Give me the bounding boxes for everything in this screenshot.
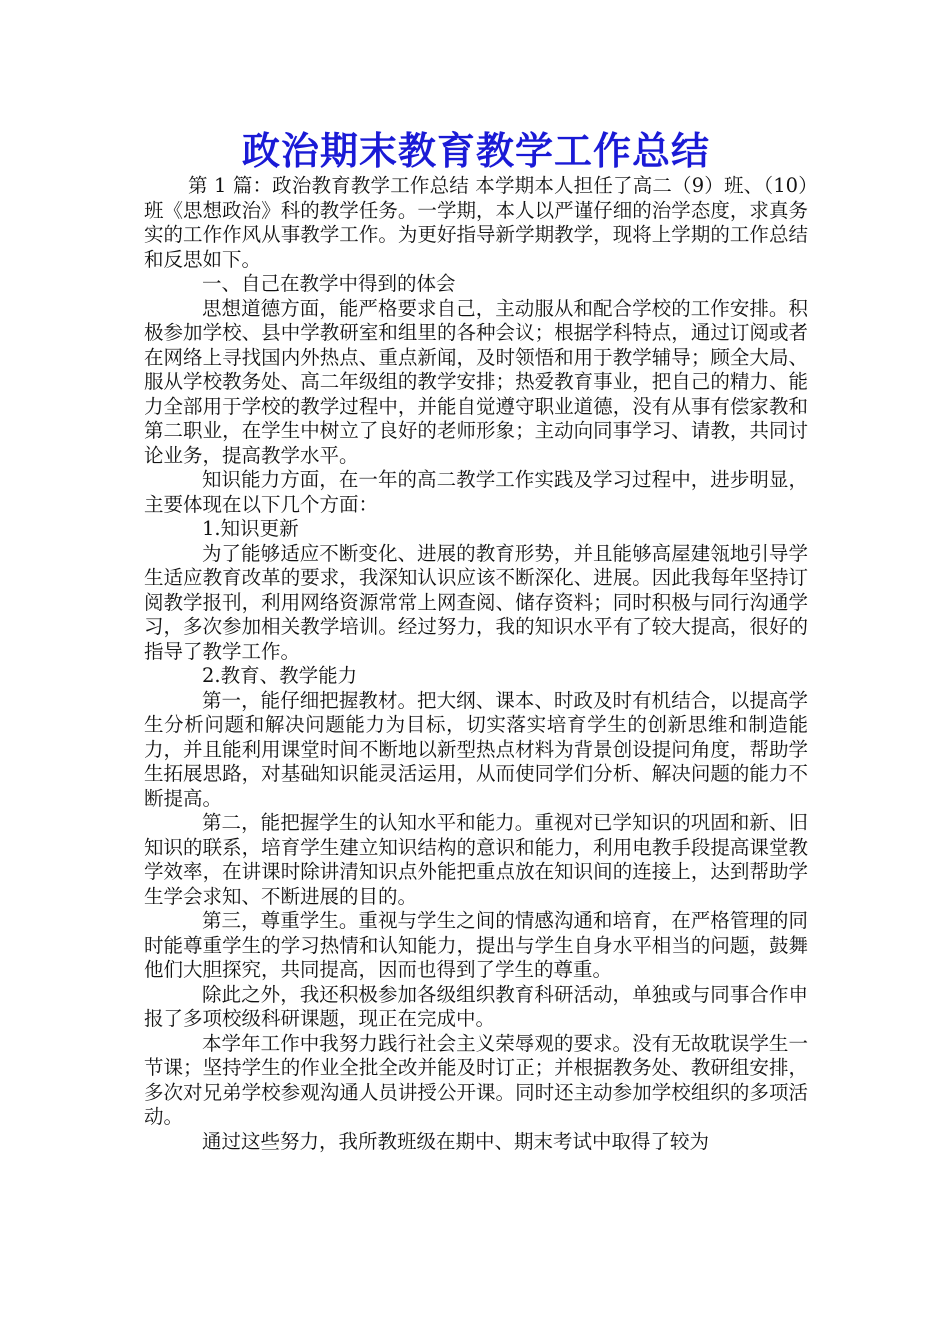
body-paragraph: 本学年工作中我努力践行社会主义荣辱观的要求。没有无故耽误学生一节课；坚持学生的作业全批全改并能及时订正；并根据教务处、教研组安排，多次对兄弟学校参观沟通人员讲授公开课。同时还主动参加学校组织的多项活动。 [144,1031,808,1128]
body-paragraph: 第一，能仔细把握教材。把大纲、课本、时政及时有机结合，以提高学生分析问题和解决问题能力为目标，切实落实培育学生的创新思维和制造能力，并且能利用课堂时间不断地以新型热点材料为背景创设提问角度，帮助学生拓展思路，对基础知识能灵活运用，从而使同学们分析、解决问题的能力不断提高。 [144,688,808,810]
body-paragraph: 知识能力方面，在一年的高二教学工作实践及学习过程中，进步明显，主要体现在以下几个方面： [144,468,808,516]
section-heading: 一、自己在教学中得到的体会 [202,272,456,295]
document-title: 政治期末教育教学工作总结 [241,128,710,173]
body-paragraph: 第二，能把握学生的认知水平和能力。重视对已学知识的巩固和新、旧知识的联系，培育学生建立知识结构的意识和能力，利用电教手段提高课堂教学效率，在讲课时除讲清知识点外能把重点放在知识间的连接上，达到帮助学生学会求知、不断进展的目的。 [144,811,808,908]
intro-paragraph: 第 1 篇：政治教育教学工作总结 本学期本人担任了高二（9）班、（10）班《思想政治》科的教学任务。一学期，本人以严谨仔细的治学态度，求真务实的工作作风从事教学工作。为更好指导新学期教学，现将上学期的工作总结和反思如下。 [144,174,808,271]
body-paragraph: 通过这些努力，我所教班级在期中、期末考试中取得了较为 [202,1129,710,1153]
body-paragraph: 为了能够适应不断变化、进展的教育形势，并且能够高屋建瓴地引导学生适应教育改革的要求，我深知认识应该不断深化、进展。因此我每年坚持订阅教学报刊，利用网络资源常常上网查阅、储存资料；同时积极与同行沟通学习，多次参加相关教学培训。经过努力，我的知识水平有了较大提高，很好的指导了教学工作。 [144,541,808,663]
subsection-heading: 2.教育、教学能力 [202,664,358,687]
body-paragraph: 第三，尊重学生。重视与学生之间的情感沟通和培育，在严格管理的同时能尊重学生的学习热情和认知能力，提出与学生自身水平相当的问题，鼓舞他们大胆探究，共同提高，因而也得到了学生的尊重。 [144,909,808,981]
subsection-heading: 1.知识更新 [202,517,299,540]
document-page [144,128,808,1154]
body-paragraph: 除此之外，我还积极参加各级组织教育科研活动，单独或与同事合作申报了多项校级科研课题，现正在完成中。 [144,982,808,1030]
body-paragraph: 思想道德方面，能严格要求自己，主动服从和配合学校的工作安排。积极参加学校、县中学教研室和组里的各种会议；根据学科特点，通过订阅或者在网络上寻找国内外热点、重点新闻，及时领悟和用于教学辅导；顾全大局、服从学校教务处、高二年级组的教学安排；热爱教育事业，把自己的精力、能力全部用于学校的教学过程中，并能自觉遵守职业道德，没有从事有偿家教和第二职业，在学生中树立了良好的老师形象；主动向同事学习、请教，共同讨论业务，提高教学水平。 [144,296,808,467]
